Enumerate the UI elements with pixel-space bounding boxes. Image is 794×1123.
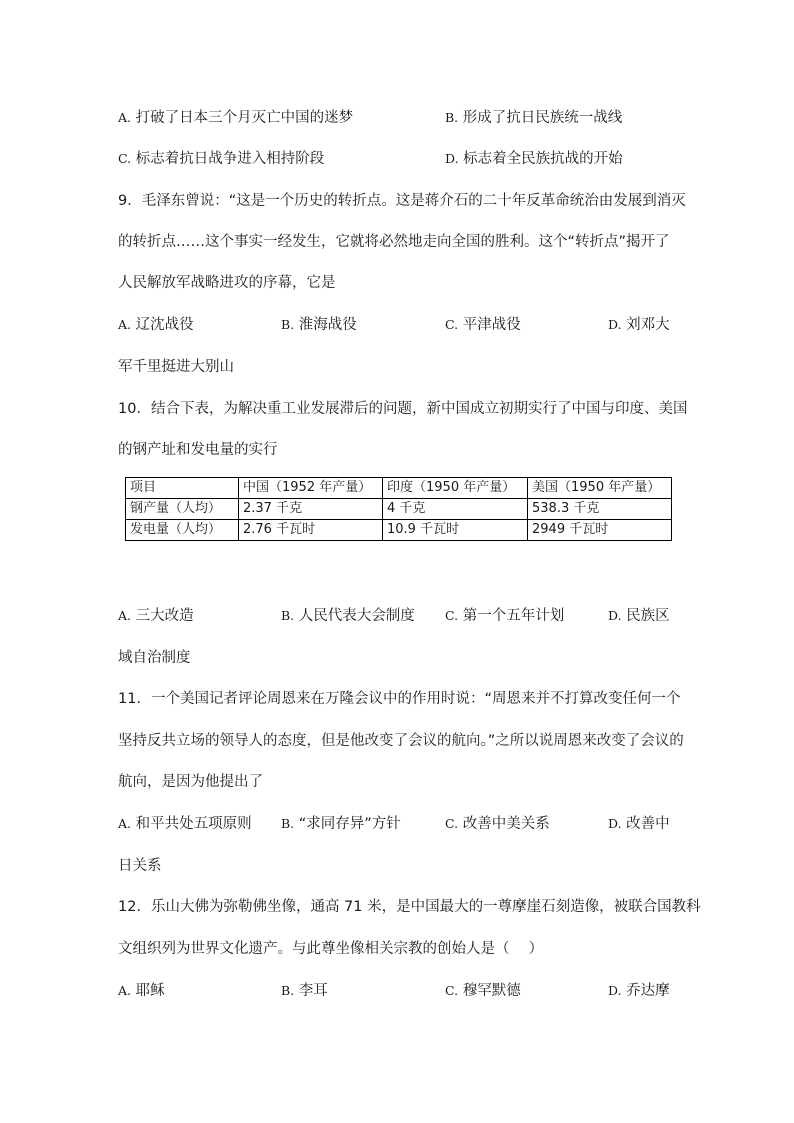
q12-stem-line: 文组织列为世界文化遗产。与此尊坐像相关宗教的创始人是（ ） bbox=[118, 941, 544, 957]
table-cell: 发电量（人均） bbox=[126, 520, 239, 541]
table-cell: 2949 千瓦时 bbox=[528, 520, 672, 541]
q10-option-d[interactable]: D. 民族区 bbox=[608, 608, 670, 624]
table-cell: 2.76 千瓦时 bbox=[239, 520, 383, 541]
table-row bbox=[126, 520, 672, 541]
table-cell: 538.3 千克 bbox=[528, 499, 672, 520]
q10-data-table bbox=[125, 477, 672, 541]
q10-stem-line: 的钢产址和发电量的实行 bbox=[118, 442, 278, 458]
q12-option-d[interactable]: D. 乔达摩 bbox=[608, 983, 670, 999]
table-header-cell: 中国（1952 年产量） bbox=[239, 478, 383, 499]
table-cell: 2.37 千克 bbox=[239, 499, 383, 520]
q12-option-a[interactable]: A. 耶稣 bbox=[118, 983, 165, 999]
table-cell: 钢产量（人均） bbox=[126, 499, 239, 520]
q11-option-b[interactable]: B. “求同存异”方针 bbox=[281, 816, 401, 832]
q8-option-b[interactable]: B. 形成了抗日民族统一战线 bbox=[445, 110, 623, 126]
q11-stem-line: 11．一个美国记者评论周恩来在万隆会议中的作用时说：“周恩来并不打算改变任何一个 bbox=[118, 691, 681, 707]
q8-option-a[interactable]: A. 打破了日本三个月灭亡中国的迷梦 bbox=[118, 110, 354, 126]
q8-option-d[interactable]: D. 标志着全民族抗战的开始 bbox=[445, 151, 623, 167]
table-cell: 10.9 千瓦时 bbox=[383, 520, 528, 541]
q10-option-d-wrap: 域自治制度 bbox=[118, 650, 191, 666]
table-row bbox=[126, 499, 672, 520]
q9-option-c[interactable]: C. 平津战役 bbox=[445, 317, 521, 333]
q10-option-b[interactable]: B. 人民代表大会制度 bbox=[281, 608, 415, 624]
q9-option-b[interactable]: B. 淮海战役 bbox=[281, 317, 357, 333]
q9-stem-line: 人民解放军战略进攻的序幕，它是 bbox=[118, 275, 336, 291]
q9-option-a[interactable]: A. 辽沈战役 bbox=[118, 317, 194, 333]
q9-option-d[interactable]: D. 刘邓大 bbox=[608, 317, 670, 333]
table-header-row bbox=[126, 478, 672, 499]
table-header-cell: 美国（1950 年产量） bbox=[528, 478, 672, 499]
q8-option-c[interactable]: C. 标志着抗日战争进入相持阶段 bbox=[118, 151, 325, 167]
q11-stem-line: 航向，是因为他提出了 bbox=[118, 774, 263, 790]
q12-stem-line: 12．乐山大佛为弥勒佛坐像，通高 71 米，是中国最大的一尊摩崖石刻造像，被联合国教科 bbox=[118, 899, 701, 915]
q10-stem-line: 10．结合下表，为解决重工业发展滞后的问题，新中国成立初期实行了中国与印度、美国 bbox=[118, 401, 688, 417]
q12-option-b[interactable]: B. 李耳 bbox=[281, 983, 328, 999]
q11-stem-line: 坚持反共立场的领导人的态度，但是他改变了会议的航向。”之所以说周恩来改变了会议的 bbox=[118, 733, 684, 749]
q11-option-c[interactable]: C. 改善中美关系 bbox=[445, 816, 550, 832]
table-header-cell: 印度（1950 年产量） bbox=[383, 478, 528, 499]
q10-option-a[interactable]: A. 三大改造 bbox=[118, 608, 194, 624]
q11-option-d-wrap: 日关系 bbox=[118, 858, 162, 874]
q10-option-c[interactable]: C. 第一个五年计划 bbox=[445, 608, 565, 624]
table-header-cell: 项目 bbox=[126, 478, 239, 499]
q9-option-d-wrap: 军千里挺进大别山 bbox=[118, 359, 234, 375]
q12-option-c[interactable]: C. 穆罕默德 bbox=[445, 983, 521, 999]
q11-option-d[interactable]: D. 改善中 bbox=[608, 816, 670, 832]
q9-stem-line: 9．毛泽东曾说：“这是一个历史的转折点。这是蒋介石的二十年反革命统治由发展到消灭 bbox=[118, 193, 686, 209]
table-cell: 4 千克 bbox=[383, 499, 528, 520]
q9-stem-line: 的转折点……这个事实一经发生，它就将必然地走向全国的胜利。这个“转折点”揭开了 bbox=[118, 234, 670, 250]
q11-option-a[interactable]: A. 和平共处五项原则 bbox=[118, 816, 252, 832]
